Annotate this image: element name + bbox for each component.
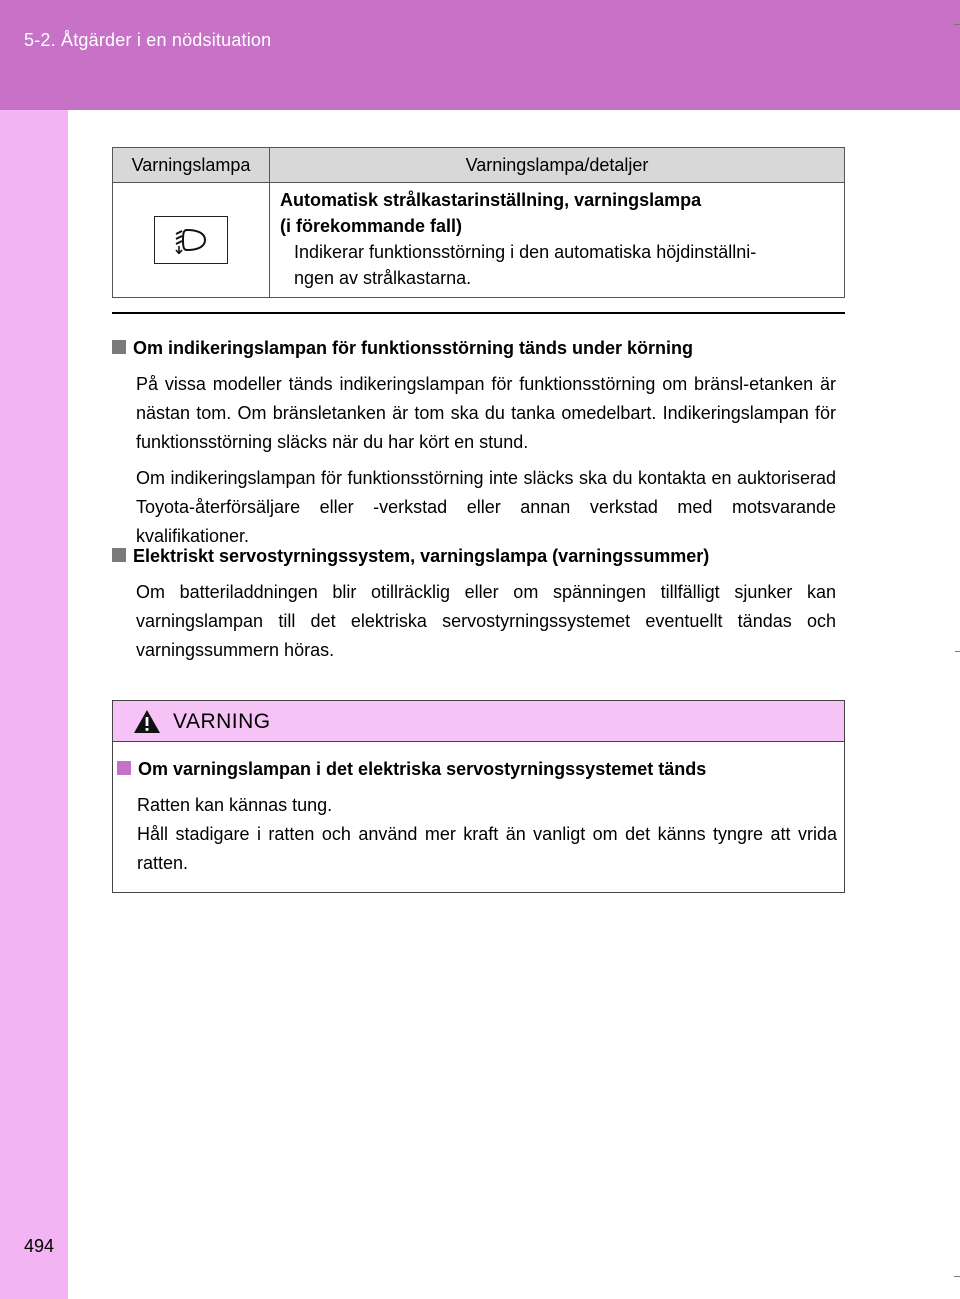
square-bullet-icon (117, 761, 131, 775)
table-row (113, 183, 845, 298)
warning-triangle-icon (133, 709, 161, 734)
row-title: Automatisk strålkastarinställning, varningslampa (280, 190, 702, 210)
crop-mark (954, 1276, 960, 1277)
section-heading (112, 334, 836, 363)
table-header-details: Varningslampa/detaljer (270, 148, 845, 183)
warning-label: VARNING (173, 710, 271, 733)
row-description: Indikerar funktionsstörning i den automatiska höjdinställni- (294, 242, 757, 262)
paragraph: På vissa modeller tänds indikeringslampan för funktionsstörning om bränsl-etanken är nästan tom. Om bränsletanken är tom ska du tanka omedelbart. Indikeringslampan för funktionsstörning släcks när du har kört en stund. (136, 374, 836, 452)
header-bar (0, 0, 960, 110)
page-number: 494 (24, 1236, 55, 1256)
warning-body (113, 755, 837, 878)
crop-mark (954, 24, 960, 25)
table-cell-icon (113, 183, 270, 298)
table-header-lamp: Varningslampa (113, 148, 270, 183)
section-malfunction-lamp (112, 334, 836, 551)
warning-box (112, 700, 845, 893)
table-cell-details (270, 183, 845, 298)
separator-line (112, 312, 845, 314)
section-heading-text: Elektriskt servostyrningssystem, varningslampa (varningssummer) (133, 546, 710, 566)
warning-heading (113, 755, 837, 784)
paragraph: Om batteriladdningen blir otillräcklig eller om spänningen tillfälligt sjunker kan varningslampan till det elektriska servostyrningssystemet eventuellt tändas och varningssummern höras. (136, 582, 836, 660)
square-bullet-icon (112, 548, 126, 562)
crop-mark (955, 651, 960, 652)
warning-header (113, 701, 844, 742)
section-power-steering (112, 542, 836, 665)
warning-lamp-table (112, 147, 845, 298)
section-heading-text: Om indikeringslampan för funktionsstörning tänds under körning (133, 338, 694, 358)
paragraph: Om indikeringslampan för funktionsstörning inte släcks ska du kontakta en auktoriserad Toyota-återförsäljare eller -verkstad eller annan verkstad med motsvarande kvalifikationer. (136, 468, 836, 546)
row-description-cont: ngen av strålkastarna. (294, 268, 472, 288)
warning-line: Ratten kan kännas tung. (137, 795, 333, 815)
headlight-leveling-icon (154, 216, 228, 264)
row-title-sub: (i förekommande fall) (280, 216, 463, 236)
side-strip (0, 110, 68, 1299)
square-bullet-icon (112, 340, 126, 354)
section-heading (112, 542, 836, 571)
table-header-row (113, 148, 845, 183)
chapter-title: 5-2. Åtgärder i en nödsituation (24, 30, 272, 50)
warning-line: Håll stadigare i ratten och använd mer kraft än vanligt om det känns tyngre att vrida ratten. (137, 824, 837, 873)
warning-heading-text: Om varningslampan i det elektriska servostyrningssystemet tänds (138, 759, 707, 779)
warning-paragraph (137, 791, 837, 878)
